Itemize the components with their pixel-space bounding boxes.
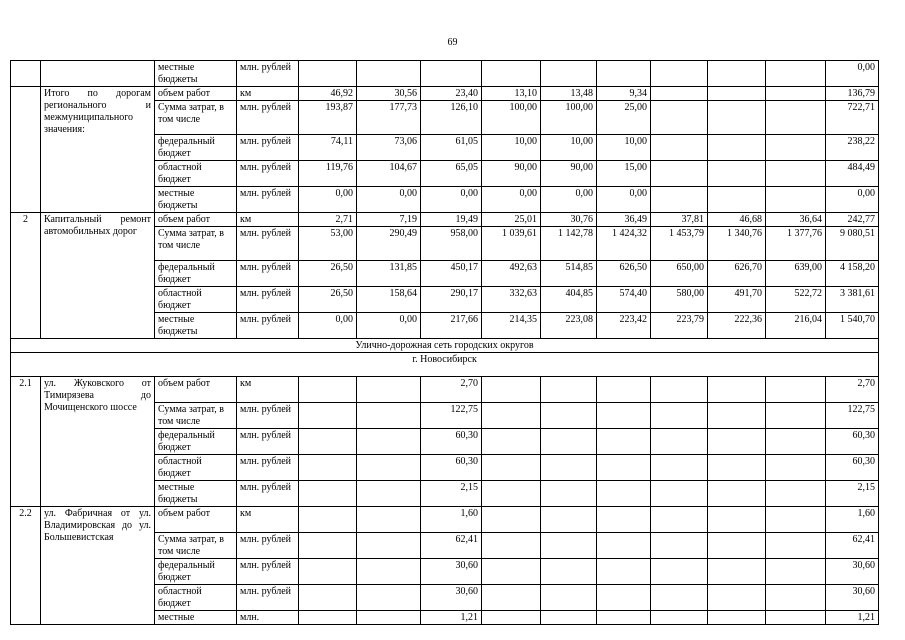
metric-cell: местные бюджеты <box>155 481 237 507</box>
value-cell: 73,06 <box>357 135 421 161</box>
value-cell <box>482 61 541 87</box>
value-cell <box>597 611 651 625</box>
value-cell: 30,76 <box>541 213 597 227</box>
budget-table <box>10 60 879 625</box>
value-cell <box>299 455 357 481</box>
value-cell <box>597 481 651 507</box>
value-cell <box>357 455 421 481</box>
value-cell: 0,00 <box>357 313 421 339</box>
value-cell: 0,00 <box>299 313 357 339</box>
value-cell: 522,72 <box>766 287 826 313</box>
value-cell <box>482 507 541 533</box>
value-cell: 514,85 <box>541 261 597 287</box>
value-cell <box>482 455 541 481</box>
value-cell: 626,70 <box>708 261 766 287</box>
value-cell: 1 377,76 <box>766 227 826 261</box>
unit-cell: млн. рублей <box>237 227 299 261</box>
value-cell <box>708 87 766 101</box>
value-cell <box>651 87 708 101</box>
value-cell <box>482 533 541 559</box>
value-cell <box>597 61 651 87</box>
value-cell <box>482 429 541 455</box>
value-cell <box>597 585 651 611</box>
metric-cell: местные бюджеты <box>155 187 237 213</box>
value-cell <box>299 611 357 625</box>
value-cell: 46,68 <box>708 213 766 227</box>
value-cell: 10,00 <box>482 135 541 161</box>
value-cell: 2,15 <box>421 481 482 507</box>
value-cell: 193,87 <box>299 101 357 135</box>
metric-cell: Сумма затрат, в том числе <box>155 101 237 135</box>
value-cell <box>651 135 708 161</box>
object-name-cell: ул. Фабричная от ул. Владимировская до ул. Большевистская <box>41 507 155 625</box>
total-value-cell: 0,00 <box>826 187 879 213</box>
value-cell: 216,04 <box>766 313 826 339</box>
value-cell <box>708 481 766 507</box>
value-cell <box>597 559 651 585</box>
value-cell <box>597 455 651 481</box>
metric-cell: объем работ <box>155 507 237 533</box>
total-value-cell: 136,79 <box>826 87 879 101</box>
unit-cell: млн. рублей <box>237 403 299 429</box>
total-value-cell: 1,21 <box>826 611 879 625</box>
value-cell: 0,00 <box>357 187 421 213</box>
value-cell <box>708 161 766 187</box>
value-cell <box>299 507 357 533</box>
value-cell <box>421 61 482 87</box>
value-cell: 2,71 <box>299 213 357 227</box>
value-cell <box>357 377 421 403</box>
value-cell <box>541 403 597 429</box>
metric-cell: объем работ <box>155 377 237 403</box>
value-cell <box>766 187 826 213</box>
metric-cell: областной бюджет <box>155 161 237 187</box>
metric-cell: федеральный бюджет <box>155 261 237 287</box>
value-cell <box>299 559 357 585</box>
value-cell: 1,60 <box>421 507 482 533</box>
metric-cell: объем работ <box>155 213 237 227</box>
value-cell: 100,00 <box>541 101 597 135</box>
value-cell <box>651 61 708 87</box>
value-cell: 9,34 <box>597 87 651 101</box>
value-cell <box>708 585 766 611</box>
value-cell <box>766 87 826 101</box>
total-value-cell: 4 158,20 <box>826 261 879 287</box>
unit-cell: млн. рублей <box>237 585 299 611</box>
value-cell: 214,35 <box>482 313 541 339</box>
metric-cell: федеральный бюджет <box>155 559 237 585</box>
metric-cell: Сумма затрат, в том числе <box>155 533 237 559</box>
value-cell <box>357 507 421 533</box>
total-value-cell: 484,49 <box>826 161 879 187</box>
value-cell: 13,48 <box>541 87 597 101</box>
row-number-cell: 2.2 <box>11 507 41 625</box>
value-cell <box>541 585 597 611</box>
metric-cell: областной бюджет <box>155 287 237 313</box>
row-number-cell <box>11 61 41 87</box>
value-cell <box>766 161 826 187</box>
metric-cell: объем работ <box>155 87 237 101</box>
value-cell <box>482 377 541 403</box>
value-cell: 574,40 <box>597 287 651 313</box>
value-cell <box>708 377 766 403</box>
value-cell: 1 142,78 <box>541 227 597 261</box>
value-cell: 126,10 <box>421 101 482 135</box>
value-cell <box>357 585 421 611</box>
value-cell <box>651 533 708 559</box>
value-cell: 650,00 <box>651 261 708 287</box>
section-heading-road-network: Улично-дорожная сеть городских округов <box>11 339 879 353</box>
value-cell: 131,85 <box>357 261 421 287</box>
value-cell: 580,00 <box>651 287 708 313</box>
value-cell <box>482 481 541 507</box>
value-cell: 13,10 <box>482 87 541 101</box>
value-cell <box>766 507 826 533</box>
metric-cell: Сумма затрат, в том числе <box>155 227 237 261</box>
value-cell: 30,60 <box>421 559 482 585</box>
value-cell <box>651 429 708 455</box>
unit-cell: км <box>237 377 299 403</box>
metric-cell: областной бюджет <box>155 585 237 611</box>
unit-cell: млн. рублей <box>237 261 299 287</box>
metric-cell: Сумма затрат, в том числе <box>155 403 237 429</box>
value-cell <box>541 481 597 507</box>
value-cell: 65,05 <box>421 161 482 187</box>
unit-cell: млн. рублей <box>237 61 299 87</box>
value-cell <box>651 559 708 585</box>
unit-cell: млн. рублей <box>237 533 299 559</box>
row-number-cell: 2.1 <box>11 377 41 507</box>
value-cell <box>708 611 766 625</box>
value-cell <box>482 559 541 585</box>
value-cell <box>708 533 766 559</box>
unit-cell: млн. рублей <box>237 135 299 161</box>
unit-cell: млн. рублей <box>237 101 299 135</box>
value-cell <box>299 585 357 611</box>
value-cell: 177,73 <box>357 101 421 135</box>
value-cell: 62,41 <box>421 533 482 559</box>
value-cell <box>651 161 708 187</box>
value-cell <box>651 377 708 403</box>
unit-cell: млн. рублей <box>237 161 299 187</box>
value-cell <box>651 187 708 213</box>
value-cell: 1,21 <box>421 611 482 625</box>
value-cell <box>708 187 766 213</box>
value-cell: 25,00 <box>597 101 651 135</box>
value-cell: 23,40 <box>421 87 482 101</box>
value-cell <box>766 377 826 403</box>
unit-cell: млн. <box>237 611 299 625</box>
value-cell <box>541 559 597 585</box>
value-cell: 1 039,61 <box>482 227 541 261</box>
value-cell: 222,36 <box>708 313 766 339</box>
value-cell: 958,00 <box>421 227 482 261</box>
value-cell: 104,67 <box>357 161 421 187</box>
value-cell: 119,76 <box>299 161 357 187</box>
value-cell <box>651 611 708 625</box>
value-cell <box>651 101 708 135</box>
object-name-cell: Капитальный ремонт автомобильных дорог <box>41 213 155 339</box>
metric-cell: местные <box>155 611 237 625</box>
value-cell: 90,00 <box>541 161 597 187</box>
value-cell: 1 340,76 <box>708 227 766 261</box>
value-cell <box>597 507 651 533</box>
value-cell <box>357 559 421 585</box>
section-row <box>11 353 879 377</box>
value-cell: 7,19 <box>357 213 421 227</box>
value-cell: 158,64 <box>357 287 421 313</box>
value-cell: 90,00 <box>482 161 541 187</box>
total-value-cell: 30,60 <box>826 585 879 611</box>
value-cell <box>708 135 766 161</box>
value-cell <box>597 533 651 559</box>
total-value-cell: 238,22 <box>826 135 879 161</box>
value-cell <box>597 377 651 403</box>
value-cell: 74,11 <box>299 135 357 161</box>
metric-cell: федеральный бюджет <box>155 429 237 455</box>
value-cell <box>541 611 597 625</box>
total-value-cell: 9 080,51 <box>826 227 879 261</box>
value-cell <box>766 481 826 507</box>
value-cell: 217,66 <box>421 313 482 339</box>
value-cell: 0,00 <box>421 187 482 213</box>
value-cell <box>299 533 357 559</box>
value-cell <box>766 429 826 455</box>
value-cell <box>766 403 826 429</box>
value-cell: 37,81 <box>651 213 708 227</box>
section-heading-city: г. Новосибирск <box>11 353 879 377</box>
total-value-cell: 722,71 <box>826 101 879 135</box>
unit-cell: млн. рублей <box>237 429 299 455</box>
value-cell: 25,01 <box>482 213 541 227</box>
value-cell: 61,05 <box>421 135 482 161</box>
value-cell: 46,92 <box>299 87 357 101</box>
value-cell <box>766 135 826 161</box>
page-number: 69 <box>447 37 458 48</box>
object-name-cell: Итого по дорогам регионального и межмуниципального значения: <box>41 87 155 213</box>
value-cell: 0,00 <box>482 187 541 213</box>
value-cell: 404,85 <box>541 287 597 313</box>
table-row <box>11 213 879 227</box>
value-cell: 332,63 <box>482 287 541 313</box>
value-cell <box>651 455 708 481</box>
total-value-cell: 62,41 <box>826 533 879 559</box>
unit-cell: млн. рублей <box>237 187 299 213</box>
row-number-cell: 2 <box>11 213 41 339</box>
object-name-cell <box>41 61 155 87</box>
metric-cell: федеральный бюджет <box>155 135 237 161</box>
value-cell <box>766 533 826 559</box>
value-cell <box>357 61 421 87</box>
value-cell <box>541 507 597 533</box>
unit-cell: км <box>237 213 299 227</box>
table-body <box>11 61 879 625</box>
value-cell <box>651 403 708 429</box>
value-cell <box>541 429 597 455</box>
value-cell <box>299 61 357 87</box>
total-value-cell: 60,30 <box>826 455 879 481</box>
value-cell <box>299 481 357 507</box>
value-cell <box>357 403 421 429</box>
value-cell <box>708 403 766 429</box>
section-row <box>11 339 879 353</box>
value-cell <box>766 585 826 611</box>
value-cell <box>708 455 766 481</box>
metric-cell: местные бюджеты <box>155 313 237 339</box>
value-cell <box>708 507 766 533</box>
value-cell: 60,30 <box>421 455 482 481</box>
object-name-cell: ул. Жуковского от Тимирязева до Мочищенского шоссе <box>41 377 155 507</box>
value-cell <box>766 559 826 585</box>
value-cell <box>482 403 541 429</box>
value-cell: 290,17 <box>421 287 482 313</box>
value-cell <box>357 481 421 507</box>
value-cell <box>357 429 421 455</box>
value-cell: 0,00 <box>597 187 651 213</box>
total-value-cell: 60,30 <box>826 429 879 455</box>
value-cell <box>541 533 597 559</box>
value-cell <box>357 533 421 559</box>
value-cell <box>357 611 421 625</box>
unit-cell: млн. рублей <box>237 481 299 507</box>
total-value-cell: 3 381,61 <box>826 287 879 313</box>
value-cell <box>766 61 826 87</box>
value-cell: 10,00 <box>541 135 597 161</box>
value-cell <box>708 61 766 87</box>
value-cell: 26,50 <box>299 287 357 313</box>
table-row <box>11 61 879 87</box>
value-cell: 491,70 <box>708 287 766 313</box>
value-cell <box>766 101 826 135</box>
value-cell <box>299 403 357 429</box>
value-cell <box>766 455 826 481</box>
value-cell: 19,49 <box>421 213 482 227</box>
table-row <box>11 377 879 403</box>
value-cell <box>299 377 357 403</box>
value-cell: 492,63 <box>482 261 541 287</box>
value-cell: 30,56 <box>357 87 421 101</box>
value-cell: 15,00 <box>597 161 651 187</box>
value-cell <box>708 559 766 585</box>
value-cell: 1 453,79 <box>651 227 708 261</box>
value-cell: 450,17 <box>421 261 482 287</box>
value-cell: 223,42 <box>597 313 651 339</box>
table-row <box>11 507 879 533</box>
value-cell: 2,70 <box>421 377 482 403</box>
unit-cell: млн. рублей <box>237 559 299 585</box>
total-value-cell: 2,70 <box>826 377 879 403</box>
value-cell: 36,64 <box>766 213 826 227</box>
value-cell: 0,00 <box>541 187 597 213</box>
value-cell <box>708 101 766 135</box>
value-cell: 1 424,32 <box>597 227 651 261</box>
value-cell <box>708 429 766 455</box>
total-value-cell: 122,75 <box>826 403 879 429</box>
table-row <box>11 87 879 101</box>
value-cell <box>766 611 826 625</box>
value-cell: 26,50 <box>299 261 357 287</box>
row-number-cell <box>11 87 41 213</box>
value-cell: 290,49 <box>357 227 421 261</box>
value-cell: 100,00 <box>482 101 541 135</box>
value-cell <box>541 377 597 403</box>
metric-cell: областной бюджет <box>155 455 237 481</box>
value-cell: 36,49 <box>597 213 651 227</box>
value-cell: 626,50 <box>597 261 651 287</box>
total-value-cell: 2,15 <box>826 481 879 507</box>
total-value-cell: 242,77 <box>826 213 879 227</box>
value-cell: 223,79 <box>651 313 708 339</box>
total-value-cell: 1 540,70 <box>826 313 879 339</box>
value-cell: 53,00 <box>299 227 357 261</box>
value-cell <box>597 429 651 455</box>
value-cell <box>482 611 541 625</box>
value-cell: 223,08 <box>541 313 597 339</box>
value-cell <box>651 585 708 611</box>
unit-cell: млн. рублей <box>237 313 299 339</box>
value-cell <box>482 585 541 611</box>
unit-cell: млн. рублей <box>237 287 299 313</box>
value-cell: 639,00 <box>766 261 826 287</box>
value-cell: 0,00 <box>299 187 357 213</box>
value-cell <box>597 403 651 429</box>
total-value-cell: 0,00 <box>826 61 879 87</box>
unit-cell: млн. рублей <box>237 455 299 481</box>
total-value-cell: 1,60 <box>826 507 879 533</box>
value-cell: 10,00 <box>597 135 651 161</box>
unit-cell: км <box>237 507 299 533</box>
value-cell <box>541 61 597 87</box>
value-cell <box>651 507 708 533</box>
value-cell: 60,30 <box>421 429 482 455</box>
value-cell: 30,60 <box>421 585 482 611</box>
metric-cell: местные бюджеты <box>155 61 237 87</box>
value-cell <box>299 429 357 455</box>
value-cell <box>541 455 597 481</box>
value-cell: 122,75 <box>421 403 482 429</box>
value-cell <box>651 481 708 507</box>
unit-cell: км <box>237 87 299 101</box>
total-value-cell: 30,60 <box>826 559 879 585</box>
